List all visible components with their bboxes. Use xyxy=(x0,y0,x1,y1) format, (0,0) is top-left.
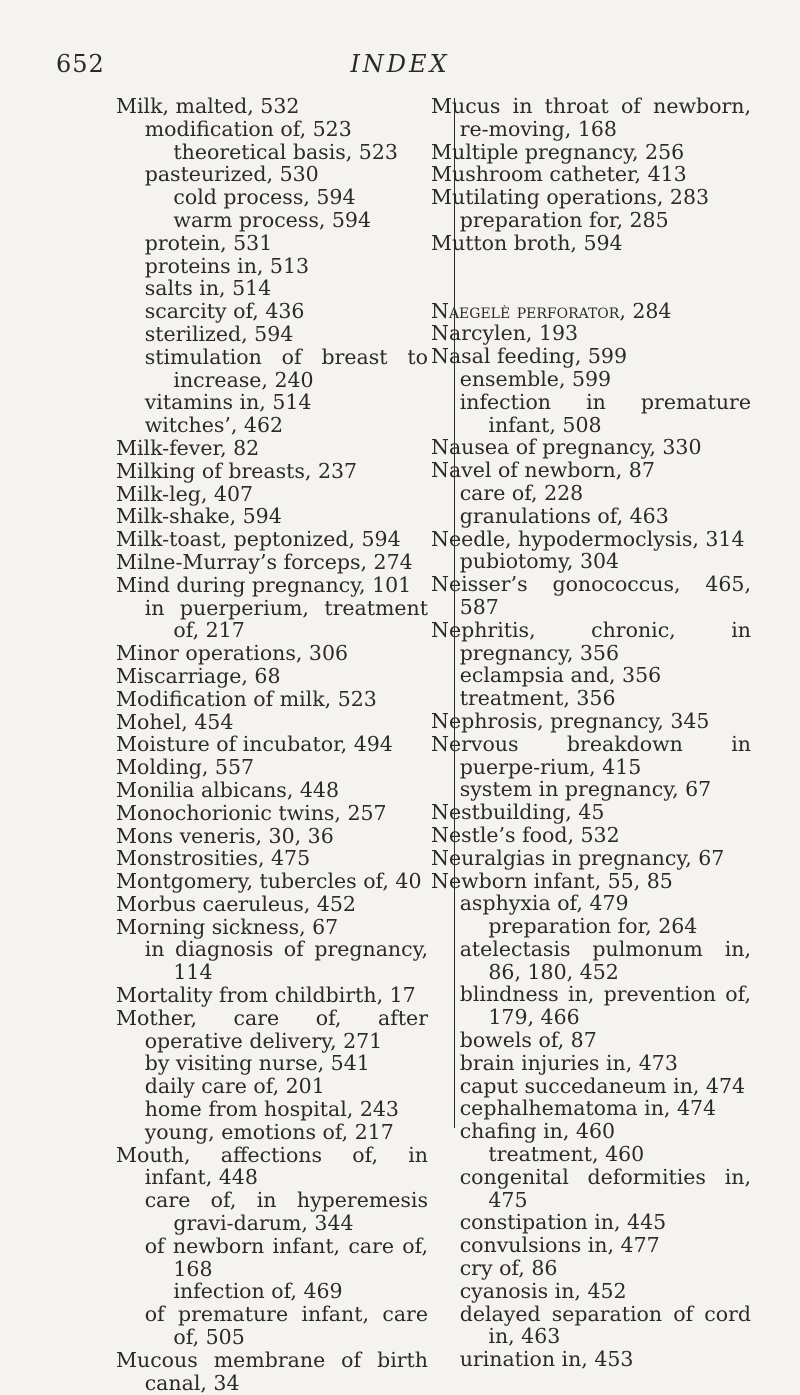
index-entry: Mind during pregnancy, 101 xyxy=(116,572,412,597)
index-entry: system in pregnancy, 67 xyxy=(459,777,712,802)
index-entry: infection of, 469 xyxy=(173,1279,343,1304)
index-entry: Nausea of pregnancy, 330 xyxy=(431,435,702,460)
index-entry: cold process, 594 xyxy=(173,185,356,210)
index-entry: Mushroom catheter, 413 xyxy=(431,162,687,187)
index-entry: pubiotomy, 304 xyxy=(459,549,620,574)
index-entry: treatment, 460 xyxy=(488,1142,645,1167)
index-entry: Monilia albicans, 448 xyxy=(116,777,339,802)
page-title: INDEX xyxy=(350,50,450,78)
index-entry: Naegelè perforator, 284 xyxy=(431,298,672,323)
index-entry: Mutilating operations, 283 xyxy=(431,185,710,210)
index-entry: Narcylen, 193 xyxy=(431,321,579,346)
index-entry: treatment, 356 xyxy=(459,686,616,711)
index-entry: sterilized, 594 xyxy=(144,321,294,346)
index-entry: caput succedaneum in, 474 xyxy=(459,1073,746,1098)
index-entry: blindness in, prevention of, 179, 466 xyxy=(459,982,751,1030)
index-entry: Milk-leg, 407 xyxy=(116,481,254,506)
index-entry: Nephrosis, pregnancy, 345 xyxy=(431,708,710,733)
index-entry: Nasal feeding, 599 xyxy=(431,344,627,369)
index-entry: Mother, care of, after operative delivery, 271 xyxy=(116,1005,428,1053)
index-entry: Mohel, 454 xyxy=(116,709,234,734)
index-entry: Nestle’s food, 532 xyxy=(431,822,620,847)
index-entry: chafing in, 460 xyxy=(459,1119,616,1144)
index-entry: witches’, 462 xyxy=(144,413,284,438)
index-entry: brain injuries in, 473 xyxy=(459,1050,678,1075)
index-entry: pasteurized, 530 xyxy=(144,162,319,187)
index-entry: Mons veneris, 30, 36 xyxy=(116,823,334,848)
index-entry: Milk-toast, peptonized, 594 xyxy=(116,527,401,552)
index-entry: Montgomery, tubercles of, 40 xyxy=(116,869,422,894)
index-entry: in diagnosis of pregnancy, 114 xyxy=(144,937,428,985)
index-entry: preparation for, 264 xyxy=(488,914,698,939)
index-entry: Mucous membrane of birth canal, 34 xyxy=(116,1347,428,1395)
index-entry: salts in, 514 xyxy=(144,276,272,301)
index-column-right xyxy=(431,95,751,1371)
index-entry: Mouth, affections of, in infant, 448 xyxy=(116,1142,428,1190)
index-entry: daily care of, 201 xyxy=(144,1074,325,1099)
index-entry: congenital deformities in, 475 xyxy=(459,1164,751,1212)
index-entry: convulsions in, 477 xyxy=(459,1233,660,1258)
page-number: 652 xyxy=(56,50,105,78)
index-entry: vitamins in, 514 xyxy=(144,390,312,415)
index-entry: asphyxia of, 479 xyxy=(459,891,629,916)
index-entry: Minor operations, 306 xyxy=(116,641,349,666)
index-entry: Morning sickness, 67 xyxy=(116,914,339,939)
index-entry: Neisser’s gonococcus, 465, 587 xyxy=(431,572,751,619)
index-entry: of newborn infant, care of, 168 xyxy=(144,1233,428,1281)
index-entry: Moisture of incubator, 494 xyxy=(116,732,393,757)
index-entry: Needle, hypodermoclysis, 314 xyxy=(431,526,745,551)
index-entry: Milk-shake, 594 xyxy=(116,504,282,529)
index-entry: urination in, 453 xyxy=(459,1347,634,1372)
section-gap xyxy=(431,255,751,300)
index-entry: Monochorionic twins, 257 xyxy=(116,800,387,825)
index-entry: Nephritis, chronic, in pregnancy, 356 xyxy=(431,617,751,665)
index-entry: ensemble, 599 xyxy=(459,366,612,391)
index-entry: Neuralgias in pregnancy, 67 xyxy=(431,845,725,870)
index-entry: in puerperium, treatment of, 217 xyxy=(144,595,428,643)
index-entry: constipation in, 445 xyxy=(459,1210,667,1235)
index-entry: Mutton broth, 594 xyxy=(431,230,623,255)
index-entry: Milking of breasts, 237 xyxy=(116,458,358,483)
index-entry: proteins in, 513 xyxy=(144,253,310,278)
index-entry: home from hospital, 243 xyxy=(144,1097,399,1122)
index-entry: care of, in hyperemesis gravi-darum, 344 xyxy=(144,1188,428,1236)
index-entry: Miscarriage, 68 xyxy=(116,663,281,688)
index-entry: Milne-Murray’s forceps, 274 xyxy=(116,549,413,574)
index-entry: Monstrosities, 475 xyxy=(116,846,311,871)
index-entry: Milk-fever, 82 xyxy=(116,435,260,460)
index-entry: care of, 228 xyxy=(459,480,584,505)
index-entry: infection in premature infant, 508 xyxy=(459,389,751,437)
index-entry: Multiple pregnancy, 256 xyxy=(431,139,685,164)
index-entry: young, emotions of, 217 xyxy=(144,1119,394,1144)
index-entry: delayed separation of cord in, 463 xyxy=(459,1301,751,1349)
index-entry: scarcity of, 436 xyxy=(144,299,305,324)
index-entry: Milk, malted, 532 xyxy=(116,94,300,118)
index-entry: of premature infant, care of, 505 xyxy=(144,1302,428,1350)
index-entry: Nervous breakdown in puerpe-rium, 415 xyxy=(431,731,751,779)
index-entry: eclampsia and, 356 xyxy=(459,663,662,688)
index-entry: Morbus caeruleus, 452 xyxy=(116,891,356,916)
index-entry: cephalhematoma in, 474 xyxy=(459,1096,717,1121)
index-entry: Navel of newborn, 87 xyxy=(431,458,655,483)
index-entry: preparation for, 285 xyxy=(459,207,669,232)
index-entry: Mortality from childbirth, 17 xyxy=(116,983,416,1008)
index-column-left xyxy=(116,95,428,1394)
index-entry: Nestbuilding, 45 xyxy=(431,800,605,825)
index-entry: atelectasis pulmonum in, 86, 180, 452 xyxy=(459,936,751,984)
index-entry: Molding, 557 xyxy=(116,755,255,780)
index-entry: Mucus in throat of newborn, re-moving, 168 xyxy=(431,94,751,141)
index-entry: theoretical basis, 523 xyxy=(173,139,398,164)
index-entry: cyanosis in, 452 xyxy=(459,1278,627,1303)
index-entry: cry of, 86 xyxy=(459,1256,558,1281)
index-entry: stimulation of breast to increase, 240 xyxy=(144,344,428,392)
index-entry: Newborn infant, 55, 85 xyxy=(431,868,673,893)
index-entry: modification of, 523 xyxy=(144,116,352,141)
index-entry: warm process, 594 xyxy=(173,207,372,232)
index-entry: granulations of, 463 xyxy=(459,503,669,528)
index-entry: Modification of milk, 523 xyxy=(116,686,377,711)
index-entry: by visiting nurse, 541 xyxy=(144,1051,370,1076)
index-entry: bowels of, 87 xyxy=(459,1028,597,1053)
index-entry: protein, 531 xyxy=(144,230,273,255)
